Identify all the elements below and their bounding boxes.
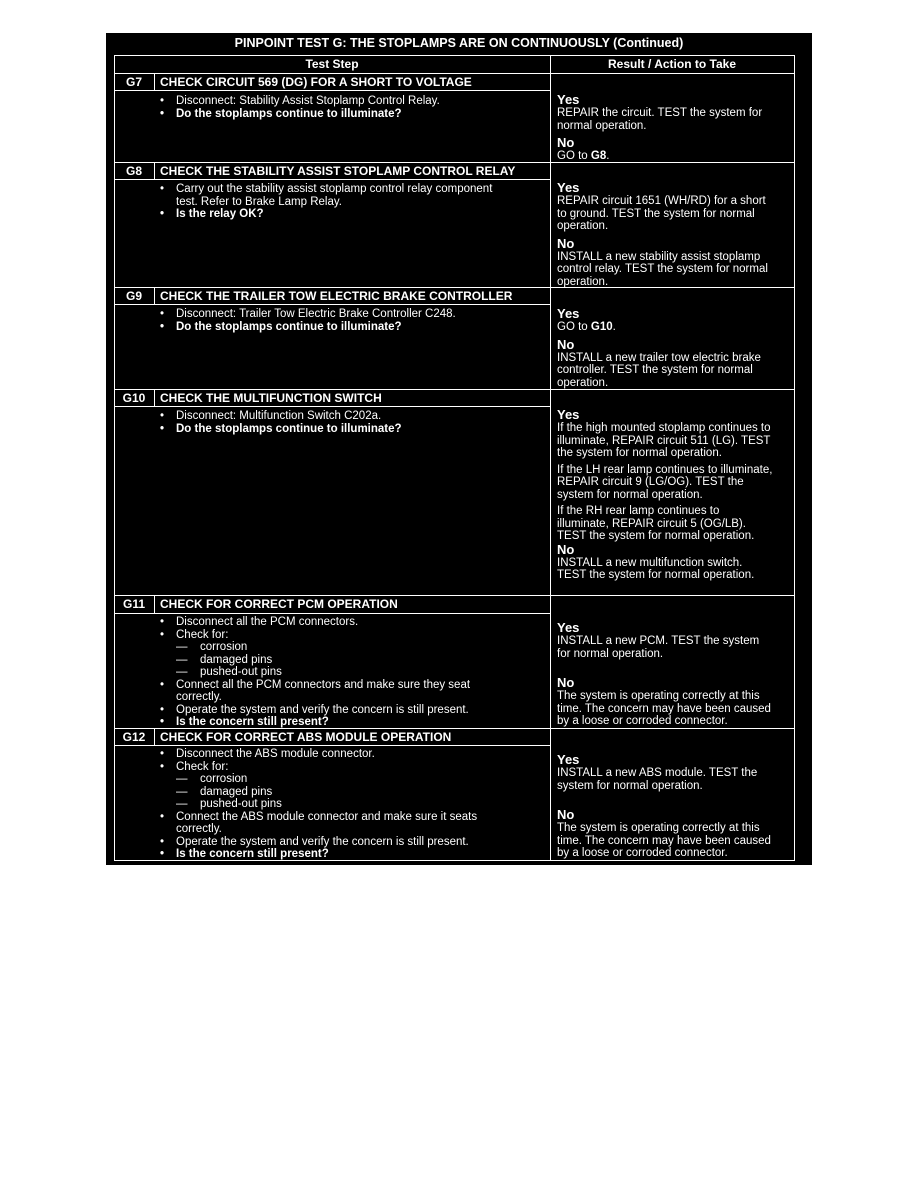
no-label: No (557, 807, 575, 822)
result-text: INSTALL a new stability assist stoplamp (557, 250, 761, 263)
result-text: system for normal operation. (557, 779, 703, 792)
no-label: No (557, 336, 575, 352)
result-text: by a loose or corroded connector. (557, 715, 728, 727)
step-question: • Is the concern still present? (154, 716, 470, 729)
result-text: time. The concern may have been caused (557, 834, 771, 847)
result-g10 (557, 408, 772, 582)
step-list-g10 (154, 410, 402, 435)
step-title-g12: CHECK FOR CORRECT ABS MODULE OPERATION (160, 730, 452, 744)
step-question: • Do the stoplamps continue to illuminate? (154, 423, 402, 436)
step-item: • Disconnect the ABS module connector. (154, 748, 477, 761)
result-text: TEST the system for normal operation. (557, 569, 755, 581)
result-text: The system is operating correctly at this (557, 822, 760, 834)
result-text: If the LH rear lamp continues to illuminate, (557, 463, 773, 476)
result-text: time. The concern may have been caused (557, 702, 771, 715)
step-item: • Operate the system and verify the concern is still present. (154, 704, 470, 717)
step-item: • Connect the ABS module connector and make sure it seats (154, 811, 477, 824)
result-text: system for normal operation. (557, 488, 703, 501)
step-id-g9: G9 (125, 289, 142, 303)
result-text: operation. (557, 275, 609, 288)
column-header-result: Result / Action to Take (607, 57, 736, 71)
step-title-g8: CHECK THE STABILITY ASSIST STOPLAMP CONTROL RELAY (160, 164, 516, 178)
pinpoint-test-table (106, 33, 812, 865)
step-question: • Do the stoplamps continue to illuminate? (154, 321, 456, 334)
check-item: — pushed-out pins (154, 798, 477, 811)
step-title-g9: CHECK THE TRAILER TOW ELECTRIC BRAKE CONTROLLER (160, 289, 513, 303)
step-item: • Check for: (154, 629, 470, 642)
result-text: If the RH rear lamp continues to (557, 505, 720, 517)
step-question: • Is the concern still present? (154, 848, 477, 861)
step-item-continued: correctly. (176, 691, 222, 703)
step-item-continued: test. Refer to Brake Lamp Relay. (176, 195, 342, 208)
step-item: • Check for: (154, 761, 477, 774)
step-item: • Disconnect: Multifunction Switch C202a. (154, 410, 402, 423)
column-header-test-step: Test Step (305, 57, 359, 71)
result-text: illuminate, REPAIR circuit 511 (LG). TEST (557, 434, 771, 447)
step-item-continued: correctly. (176, 823, 222, 835)
result-text: REPAIR circuit 9 (LG/OG). TEST the (557, 476, 744, 488)
result-text: REPAIR circuit 1651 (WH/RD) for a short (557, 195, 766, 207)
result-text: to ground. TEST the system for normal (557, 207, 755, 220)
step-list-g9 (154, 308, 456, 333)
check-item: — pushed-out pins (154, 666, 470, 679)
step-id-g7: G7 (125, 75, 142, 89)
result-text: GO to G10. (557, 321, 616, 333)
result-text: REPAIR the circuit. TEST the system for (557, 107, 763, 119)
check-item: — damaged pins (154, 786, 477, 799)
step-id-g11: G11 (122, 597, 146, 611)
step-title-g10: CHECK THE MULTIFUNCTION SWITCH (160, 391, 382, 405)
step-item: • Disconnect all the PCM connectors. (154, 616, 470, 629)
step-item: • Disconnect: Stability Assist Stoplamp Control Relay. (154, 95, 440, 108)
result-text: INSTALL a new multifunction switch. (557, 556, 743, 569)
result-text: normal operation. (557, 119, 647, 132)
result-text: for normal operation. (557, 647, 664, 660)
step-id-g12: G12 (122, 730, 146, 744)
result-g11-yes (557, 621, 759, 660)
result-text: TEST the system for normal operation. (557, 530, 755, 542)
step-list-g12 (154, 748, 477, 861)
yes-label: Yes (557, 407, 580, 422)
step-title-g7: CHECK CIRCUIT 569 (DG) FOR A SHORT TO VOLTAGE (160, 75, 472, 89)
result-text: INSTALL a new PCM. TEST the system (557, 635, 760, 647)
step-list-g7 (154, 95, 440, 120)
no-label: No (557, 135, 575, 150)
result-g8 (557, 181, 768, 288)
yes-label: Yes (557, 752, 580, 767)
step-list-g11 (154, 616, 470, 729)
result-g12-yes (557, 753, 757, 792)
step-item: • Operate the system and verify the concern is still present. (154, 836, 477, 849)
step-item: • Carry out the stability assist stoplamp control relay component (154, 183, 492, 196)
yes-label: Yes (557, 92, 580, 107)
result-text: by a loose or corroded connector. (557, 847, 728, 859)
step-id-g8: G8 (125, 164, 142, 178)
step-question: • Do the stoplamps continue to illuminate? (154, 108, 440, 121)
result-text: GO to G8. (557, 150, 610, 162)
no-label: No (557, 675, 575, 690)
result-text: The system is operating correctly at this (557, 690, 760, 702)
no-label: No (557, 235, 575, 251)
step-question: • Is the relay OK? (154, 208, 492, 221)
yes-label: Yes (557, 180, 580, 195)
result-text: If the high mounted stoplamp continues to (557, 422, 771, 434)
step-id-g10: G10 (122, 391, 146, 405)
result-text: operation. (557, 376, 609, 389)
result-text: operation. (557, 220, 609, 232)
yes-label: Yes (557, 620, 580, 635)
no-label: No (557, 541, 575, 557)
result-g7 (557, 93, 762, 163)
check-item: — damaged pins (154, 654, 470, 667)
yes-label: Yes (557, 306, 580, 321)
result-text: control relay. TEST the system for normal (557, 263, 768, 275)
check-item: — corrosion (154, 773, 477, 786)
result-g11-no (557, 676, 771, 728)
step-list-g8 (154, 183, 492, 221)
result-text: INSTALL a new trailer tow electric brake (557, 351, 761, 364)
table-title: PINPOINT TEST G: THE STOPLAMPS ARE ON CONTINUOUSLY (Continued) (234, 36, 684, 50)
result-g12-no (557, 808, 771, 860)
check-item: — corrosion (154, 641, 470, 654)
result-text: illuminate, REPAIR circuit 5 (OG/LB). (557, 517, 746, 530)
result-text: INSTALL a new ABS module. TEST the (557, 767, 758, 779)
step-title-g11: CHECK FOR CORRECT PCM OPERATION (160, 597, 398, 611)
step-item: • Disconnect: Trailer Tow Electric Brake Controller C248. (154, 308, 456, 321)
step-item: • Connect all the PCM connectors and make sure they seat (154, 679, 470, 692)
result-text: controller. TEST the system for normal (557, 364, 753, 376)
result-text: the system for normal operation. (557, 447, 722, 459)
result-g9 (557, 307, 761, 389)
